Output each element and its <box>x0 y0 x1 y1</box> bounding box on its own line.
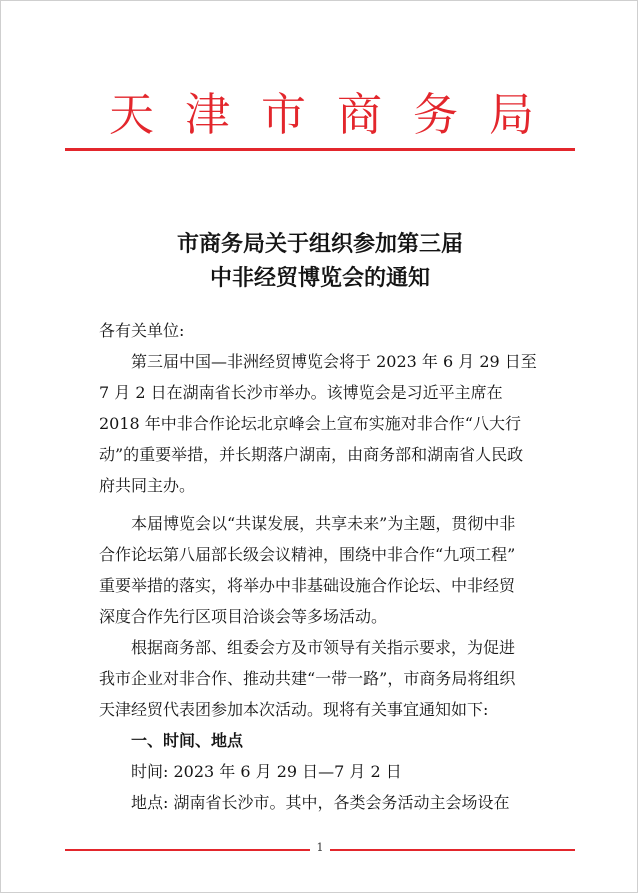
paragraph-line: 府共同主办。 <box>99 476 196 495</box>
paragraph-line: 根据商务部、组委会方及市领导有关指示要求，为促进 <box>131 638 516 657</box>
page-number: 1 <box>310 841 330 855</box>
paragraph-line: 本届博览会以“共谋发展，共享未来”为主题，贯彻中非 <box>131 514 516 533</box>
paragraph-line: 天津经贸代表团参加本次活动。现将有关事宜通知如下: <box>99 700 489 719</box>
paragraph-2 <box>99 508 539 632</box>
paragraph-3 <box>99 632 539 725</box>
paragraph-line: 2018 年中非合作论坛北京峰会上宣布实施对非合作“八大行 <box>99 414 521 433</box>
letterhead-char: 务 <box>413 88 459 141</box>
paragraph-line: 7 月 2 日在湖南省长沙市举办。该博览会是习近平主席在 <box>99 383 503 402</box>
letterhead-char: 市 <box>261 88 307 141</box>
salutation-text: 各有关单位: <box>99 321 185 340</box>
paragraph-line: 动”的重要举措，并长期落户湖南，由商务部和湖南省人民政 <box>99 445 524 464</box>
paragraph-line: 深度合作先行区项目洽谈会等多场活动。 <box>99 607 388 626</box>
letterhead-char: 津 <box>185 88 231 141</box>
paragraph-line: 合作论坛第八届部长级会议精神，围绕中非合作“九项工程” <box>99 545 516 564</box>
letterhead-red-rule <box>65 148 575 151</box>
letterhead-char: 商 <box>337 88 383 141</box>
time-text: 时间: 2023 年 6 月 29 日—7 月 2 日 <box>131 762 402 781</box>
paragraph-1 <box>99 346 539 501</box>
letterhead <box>1 85 638 145</box>
place-text: 地点: 湖南省长沙市。其中，各类会务活动主会场设在 <box>131 793 510 812</box>
letterhead-char: 局 <box>489 88 535 141</box>
salutation <box>99 315 539 346</box>
place-info <box>99 787 539 818</box>
time-info <box>99 756 539 787</box>
paragraph-line: 重要举措的落实，将举办中非基础设施合作论坛、中非经贸 <box>99 576 516 595</box>
paragraph-line: 第三届中国—非洲经贸博览会将于 2023 年 6 月 29 日至 <box>131 352 537 371</box>
document-title-line-2: 中非经贸博览会的通知 <box>209 265 430 291</box>
paragraph-line: 我市企业对非合作、推动共建“一带一路”，市商务局将组织 <box>99 669 516 688</box>
document-title-line-1: 市商务局关于组织参加第三届 <box>176 231 463 257</box>
section-heading: 一、时间、地点 <box>131 731 244 750</box>
letterhead-char: 天 <box>109 88 155 141</box>
